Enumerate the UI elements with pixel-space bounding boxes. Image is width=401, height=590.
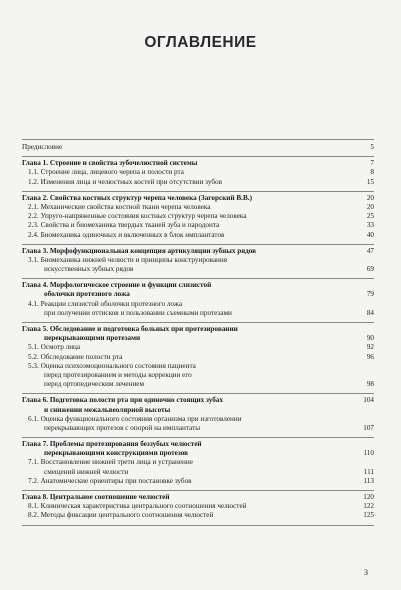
toc-entry-title: 5.3. Оценка психоэмоционального состояния пациента xyxy=(28,361,196,370)
toc-entry xyxy=(22,478,374,487)
toc-entry-title: перекрывающих протезов с опорой на имплантаты xyxy=(44,423,201,432)
toc-entry-title: Глава 5. Обследование и подготовка больных при протезировании xyxy=(22,325,238,333)
toc-entry-page: 8 xyxy=(370,168,374,177)
toc-entry-page: 79 xyxy=(366,290,374,299)
toc-entry-title: 7.2. Анатомические ориентиры при постановке зубов xyxy=(28,476,192,485)
toc-entry-page: 111 xyxy=(363,467,374,476)
toc-entry xyxy=(22,266,374,275)
toc-entry xyxy=(22,310,374,319)
toc-entry-title: 2.4. Биомеханика одиночных и включенных в блок имплантатов xyxy=(28,230,225,239)
toc-entry-title: 5.2. Обследование полости рта xyxy=(28,352,123,361)
toc-entry-title: 4.1. Реакции слизистой оболочки протезного ложа xyxy=(28,299,183,308)
table-of-contents xyxy=(22,139,374,526)
toc-entry-title: 1.1. Строение лица, лицевого черепа и полости рта xyxy=(28,168,184,177)
toc-entry-title: 2.2. Упруго-напряженные состояния костных структур черепа человека xyxy=(28,212,247,221)
toc-entry-title: 8.2. Методы фиксации центрального соотношения челюстей xyxy=(28,511,214,520)
toc-entry-page: 120 xyxy=(363,493,374,501)
toc-entry-page: 25 xyxy=(366,212,374,221)
toc-entry-page: 96 xyxy=(366,352,374,361)
toc-entry-page: 125 xyxy=(363,511,374,520)
toc-entry-page: 90 xyxy=(366,334,374,343)
toc-entry-page: 20 xyxy=(366,193,374,202)
toc-entry-title: Глава 1. Строение и свойства зубочелюстной системы xyxy=(22,159,198,168)
toc-entry-title: перекрывающими конструкциями протезов xyxy=(44,449,189,458)
toc-entry-title: Глава 6. Подготовка полости рта при одиночно стоящих зубах xyxy=(22,396,223,405)
toc-entry-title: 1.2. Изменения лица и челюстных костей при отсутствии зубов xyxy=(28,177,222,186)
section-divider xyxy=(22,525,374,526)
toc-entry-title: 2.1. Механические свойства костной ткани черепа человека xyxy=(28,202,211,211)
toc-entry-title: Глава 8. Центральное соотношение челюстей xyxy=(22,493,170,501)
toc-entry-page: 98 xyxy=(366,380,374,389)
toc-entry-title: 6.1. Оценка функционального состояния организма при изготовлении xyxy=(28,414,242,423)
toc-entry-page: 92 xyxy=(366,343,374,352)
toc-entry xyxy=(22,232,374,241)
toc-entry-title: 2.3. Свойства и биомеханика твердых тканей зуба и пародонта xyxy=(28,221,220,230)
toc-entry-page: 47 xyxy=(366,246,374,255)
toc-entry-title: оболочки протезного ложа xyxy=(44,290,130,299)
toc-entry xyxy=(22,425,374,434)
toc-entry-page: 7 xyxy=(370,159,374,168)
toc-entry xyxy=(22,144,374,153)
toc-entry-page: 110 xyxy=(363,449,374,458)
toc-entry-page: 15 xyxy=(366,177,374,186)
toc-entry-title: смещений нижней челюсти xyxy=(44,467,129,476)
toc-entry-page: 122 xyxy=(363,502,374,511)
toc-entry-title: искусственных зубных рядов xyxy=(44,265,134,274)
page-title: ОГЛАВЛЕНИЕ xyxy=(144,34,257,51)
toc-entry-title: Глава 2. Свойства костных структур черепа человека (Загорский В.В.) xyxy=(22,193,252,202)
toc-entry-title: перекрывающими протезами xyxy=(44,334,141,343)
toc-entry-page: 69 xyxy=(366,265,374,274)
toc-entry-title: Предисловие xyxy=(22,143,63,151)
toc-entry-title: 3.1. Биомеханика нижней челюсти и принципы конструирования xyxy=(28,255,228,264)
toc-entry-page: 20 xyxy=(366,202,374,211)
toc-entry-title: перед ортопедическим лечением xyxy=(44,380,145,389)
toc-entry xyxy=(22,179,374,188)
toc-entry xyxy=(22,381,374,390)
toc-entry-title: при получении оттисков и пользовании съемными протезами xyxy=(44,308,232,317)
toc-entry-page: 84 xyxy=(366,308,374,317)
toc-entry xyxy=(22,512,374,521)
toc-entry-page: 5 xyxy=(370,143,374,151)
toc-entry-page: 40 xyxy=(366,230,374,239)
toc-entry-page: 104 xyxy=(363,396,374,405)
toc-entry-title: Глава 4. Морфологическое строение и функции слизистой xyxy=(22,281,212,290)
page-number: 3 xyxy=(364,568,368,577)
toc-entry-title: перед протезированием и методы коррекции его xyxy=(44,370,192,379)
toc-entry-title: Глава 7. Проблемы протезирования беззубых челюстей xyxy=(22,440,202,449)
toc-entry-title: 8.1. Клиническая характеристика центрального соотношения челюстей xyxy=(28,502,247,511)
toc-entry-title: 5.1. Осмотр лица xyxy=(28,343,81,352)
toc-entry-title: Глава 3. Морфофункциональная концепция артикуляции зубных рядов xyxy=(22,246,257,255)
toc-entry-title: и снижении межальвеолярной высоты xyxy=(44,405,171,414)
toc-entry-page: 33 xyxy=(366,221,374,230)
toc-entry-page: 107 xyxy=(363,423,374,432)
toc-entry-page: 113 xyxy=(363,476,374,485)
toc-entry-title: 7.1. Восстановление нижней трети лица и устранение xyxy=(28,458,193,467)
